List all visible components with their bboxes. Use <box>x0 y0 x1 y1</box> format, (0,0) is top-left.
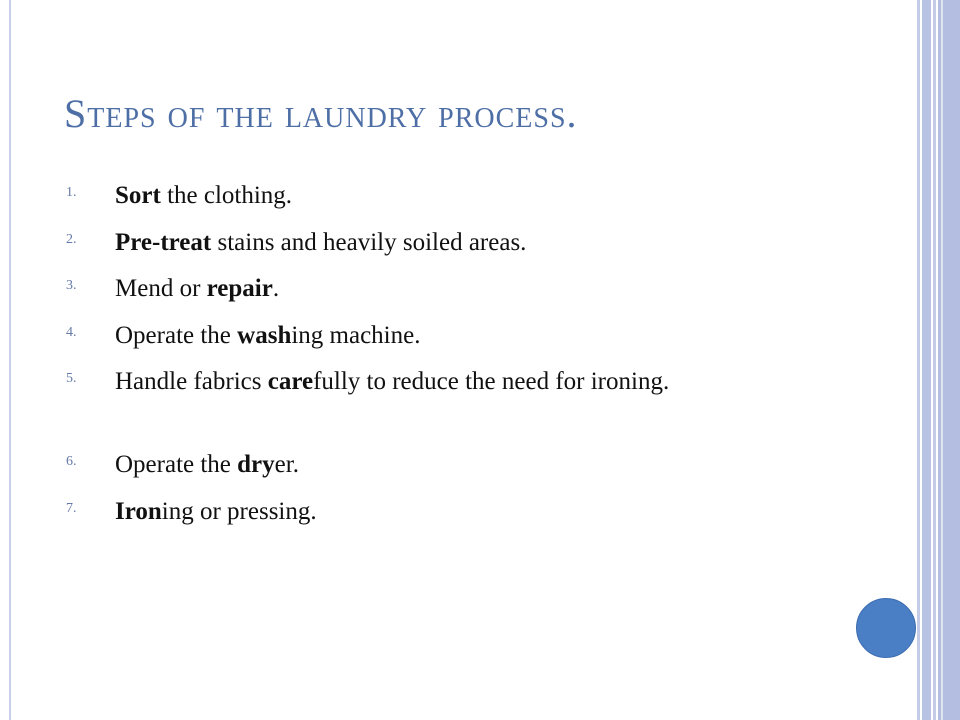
step-number: 4. <box>66 325 77 340</box>
left-frame-line <box>9 0 11 720</box>
step-text-fragment: the clothing. <box>160 182 293 209</box>
step-number: 1. <box>66 185 77 200</box>
step-number: 6. <box>66 454 77 469</box>
right-stripe <box>922 0 931 720</box>
step-keyword: care <box>267 368 314 395</box>
step-keyword: repair <box>206 275 273 302</box>
step-text <box>115 318 835 353</box>
slide-title <box>64 90 578 137</box>
step-text-fragment: Handle fabrics <box>115 368 268 395</box>
step-text-fragment: ing machine. <box>291 322 421 349</box>
decorative-circle <box>856 598 916 658</box>
step-number: 2. <box>66 232 77 247</box>
step-keyword: Sort <box>115 182 161 209</box>
title-first-letter: S <box>64 91 88 136</box>
step-keyword: Iron <box>115 498 162 525</box>
step-keyword: dry <box>237 451 275 478</box>
step-text <box>115 447 835 482</box>
step-text <box>115 494 835 529</box>
step-text-fragment: Operate the <box>115 322 238 349</box>
step-text-fragment: ing or pressing. <box>161 498 317 525</box>
step-keyword: Pre-treat <box>115 229 212 256</box>
step-number: 5. <box>66 371 77 386</box>
step-text-fragment: er. <box>274 451 299 478</box>
step-number: 7. <box>66 501 77 516</box>
step-text <box>115 271 835 306</box>
step-keyword: wash <box>237 322 292 349</box>
step-text <box>115 364 835 399</box>
right-stripe <box>941 0 943 720</box>
step-text <box>115 178 835 213</box>
title-rest: teps of the laundry process. <box>87 91 578 136</box>
step-text <box>115 225 835 260</box>
step-number: 3. <box>66 278 77 293</box>
right-stripe <box>917 0 920 720</box>
step-text-fragment: Mend or <box>115 275 207 302</box>
step-text-fragment: stains and heavily soiled areas. <box>211 229 527 256</box>
step-text-fragment: fully to reduce the need for ironing. <box>313 368 670 395</box>
right-stripe <box>933 0 936 720</box>
step-text-fragment: . <box>272 275 280 302</box>
step-text-fragment: Operate the <box>115 451 238 478</box>
